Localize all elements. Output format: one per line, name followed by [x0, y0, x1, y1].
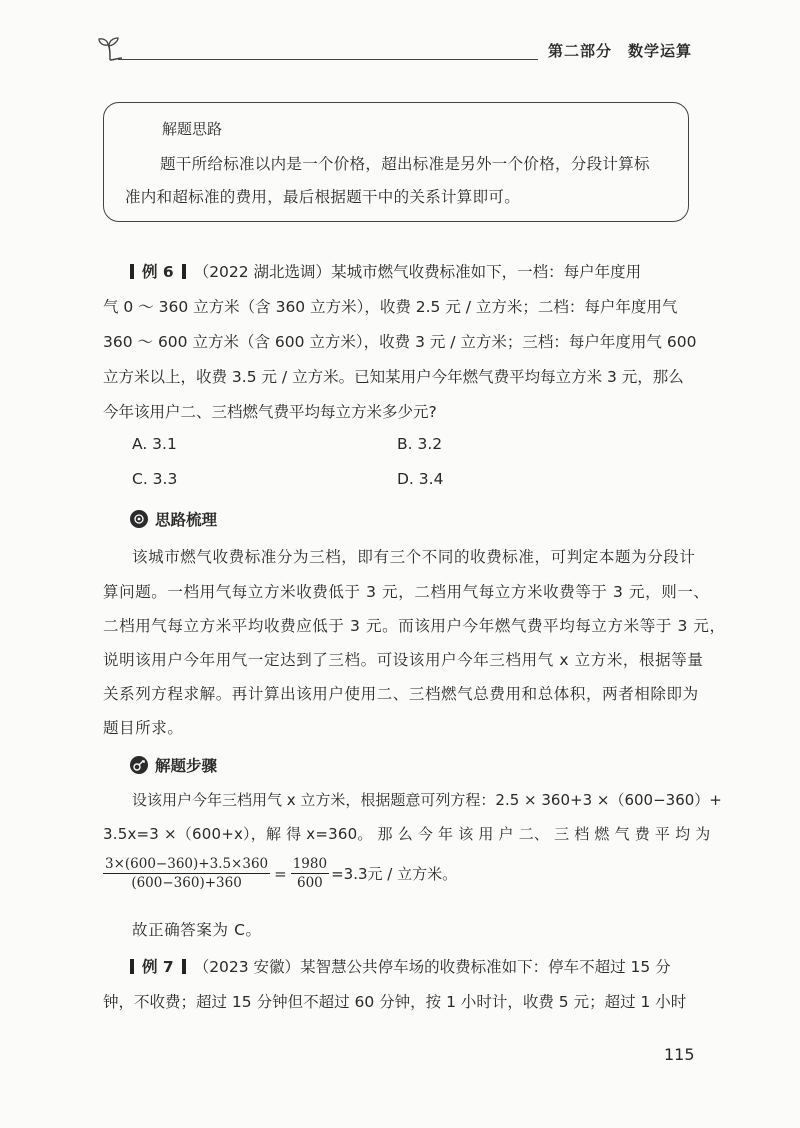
label-bar	[182, 264, 186, 279]
label-bar	[182, 959, 186, 974]
page-number: 115	[664, 1045, 695, 1064]
example6-text: 某城市燃气收费标准如下，一档：每户年度用	[331, 263, 642, 281]
fraction-main-numerator: 3×(600−360)+3.5×360	[105, 856, 269, 872]
example7-text: 某智慧公共停车场的收费标准如下：停车不超过 15 分	[300, 958, 671, 976]
fraction-simplified-numerator: 1980	[292, 856, 328, 872]
example7-line	[130, 955, 671, 977]
example6-label: 例 6	[142, 263, 174, 281]
option-a: A. 3.1	[132, 435, 177, 453]
section-title: 第二部分 数学运算	[548, 42, 693, 60]
example6-source: （2022 湖北选调）	[193, 263, 332, 281]
analysis-heading: 思路梳理	[155, 511, 218, 529]
fraction-simplified	[291, 856, 329, 891]
analysis-line: 关系列方程求解。再计算出该用户使用二、三档燃气总费用和总体积，两者相除即为	[103, 685, 699, 703]
option-d: D. 3.4	[397, 470, 444, 488]
example7-label: 例 7	[142, 958, 174, 976]
example6-line: 立方米以上，收费 3.5 元 / 立方米。已知某用户今年燃气费平均每立方米 3 元，那么	[103, 368, 684, 386]
solution-line: 设该用户今年三档用气 x 立方米，根据题意可列方程：2.5 × 360+3 ×（600−360）+	[132, 791, 722, 809]
formula-result: =3.3元 / 立方米。	[331, 865, 458, 883]
solution-formula	[103, 856, 457, 891]
example7-line: 钟，不收费；超过 15 分钟但不超过 60 分钟，按 1 小时计，收费 5 元；超过 1 小时	[103, 993, 687, 1011]
hint-line: 题干所给标准以内是一个价格，超出标准是另外一个价格，分段计算标	[160, 155, 650, 173]
example6-line: 360 ～ 600 立方米（含 600 立方米），收费 3 元 / 立方米；三档：每户年度用气 600	[103, 333, 697, 351]
analysis-line: 题目所求。	[103, 719, 184, 737]
solution-heading: 解题步骤	[155, 757, 218, 775]
example6-line	[130, 260, 641, 282]
fraction-main-denominator: (600−360)+360	[131, 875, 242, 891]
label-bar	[130, 959, 134, 974]
option-b: B. 3.2	[397, 435, 443, 453]
label-bar	[130, 264, 134, 279]
key-icon	[130, 756, 148, 774]
example7-source: （2023 安徽）	[193, 958, 301, 976]
fraction-simplified-denominator: 600	[297, 875, 323, 891]
header-rule	[118, 59, 538, 60]
answer-line: 故正确答案为 C。	[132, 921, 262, 939]
gear-icon	[130, 510, 148, 528]
solution-line: 3.5x=3 ×（600+x），解 得 x=360。 那 么 今 年 该 用 户 二、 三 档 燃 气 费 平 均 为	[103, 825, 711, 843]
hint-line: 准内和超标准的费用，最后根据题干中的关系计算即可。	[125, 188, 521, 206]
equals-sign: =	[274, 864, 287, 883]
hint-title: 解题思路	[162, 120, 223, 138]
analysis-heading-row	[130, 508, 217, 530]
analysis-line: 该城市燃气收费标准分为三档，即有三个不同的收费标准，可判定本题为分段计	[132, 548, 696, 566]
analysis-line: 说明该用户今年用气一定达到了三档。可设该用户今年三档用气 x 立方米，根据等量	[103, 651, 704, 669]
example6-line: 气 0 ～ 360 立方米（含 360 立方米），收费 2.5 元 / 立方米；二档：每户年度用气	[103, 298, 678, 316]
analysis-line: 算问题。一档用气每立方米收费低于 3 元，二档用气每立方米收费等于 3 元，则一、	[103, 583, 710, 601]
example6-line: 今年该用户二、三档燃气费平均每立方米多少元?	[103, 403, 437, 421]
fraction-main	[103, 856, 270, 891]
solution-heading-row	[130, 754, 217, 776]
analysis-line: 二档用气每立方米平均收费应低于 3 元。而该用户今年燃气费平均每立方米等于 3 元，	[103, 617, 726, 635]
option-c: C. 3.3	[132, 470, 178, 488]
